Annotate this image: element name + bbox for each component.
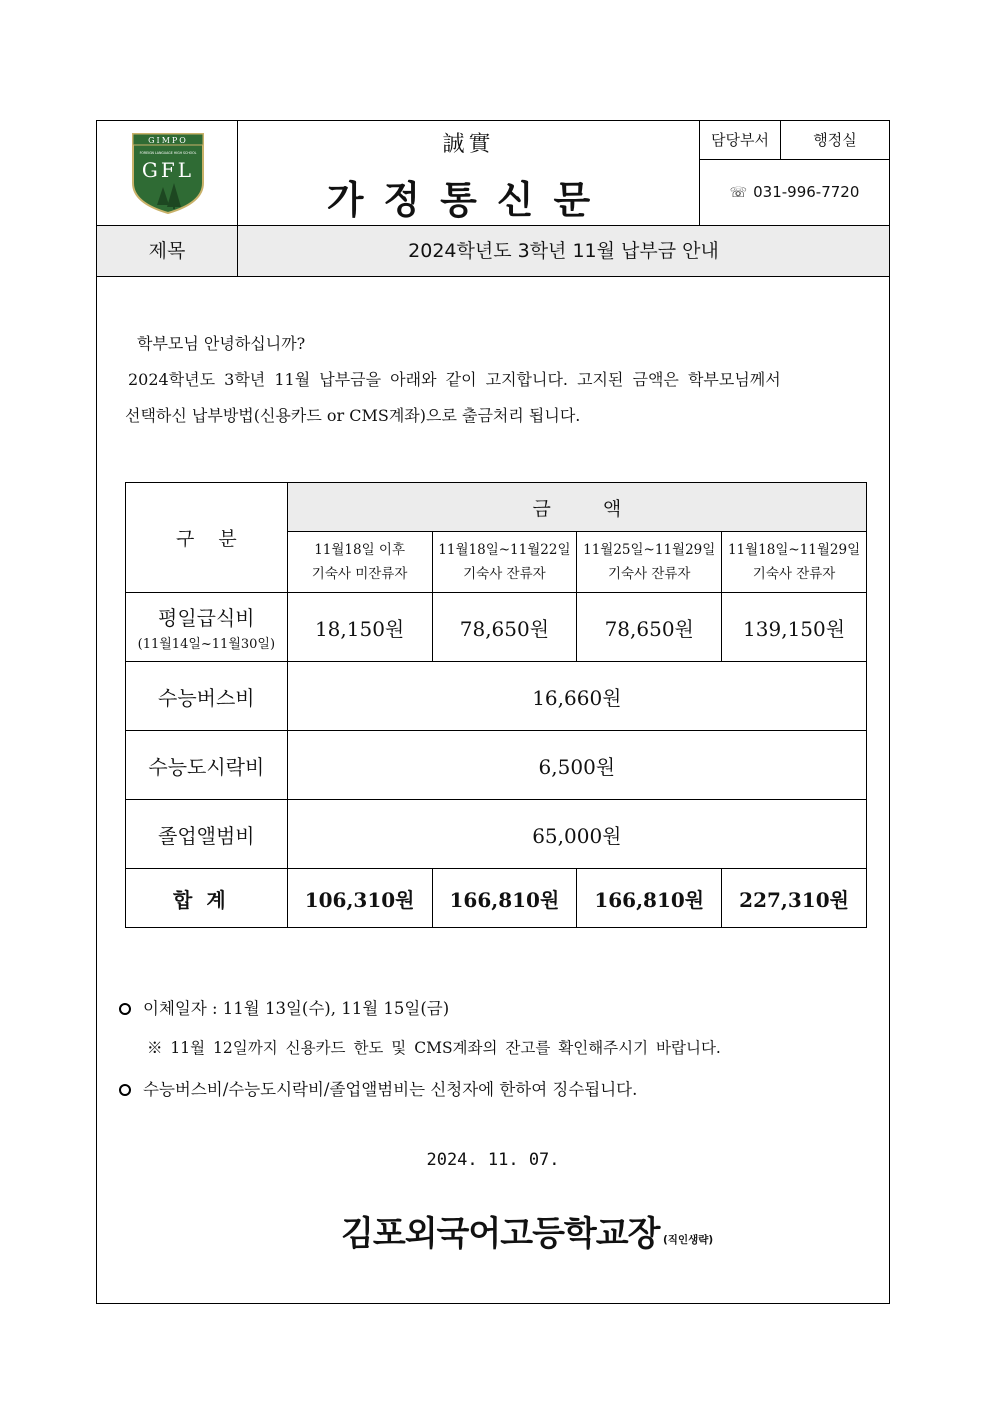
category-header: 구분 — [126, 483, 288, 593]
phone-number-row — [700, 160, 889, 225]
department-row — [700, 121, 889, 160]
total-value-1: 106,310원 — [287, 869, 432, 928]
table-row-album — [126, 800, 867, 869]
meal-fee-value-3: 78,650원 — [577, 593, 722, 662]
notice-text-line-1: 2024학년도 3학년 11월 납부금을 아래와 같이 고지합니다. 고지된 금액은 학부모님께서 — [128, 370, 781, 389]
applicants-note: 수능버스비/수능도시락비/졸업앨범비는 신청자에 한하여 징수됩니다. — [119, 1076, 637, 1100]
table-row-lunchbox — [126, 731, 867, 800]
meal-fee-value-1: 18,150원 — [287, 593, 432, 662]
meal-fee-value-4: 139,150원 — [722, 593, 867, 662]
newsletter-frame — [96, 120, 890, 1304]
circle-bullet-icon — [119, 1084, 131, 1096]
lunchbox-fee-value: 6,500원 — [287, 731, 866, 800]
phone-number: 031-996-7720 — [753, 183, 860, 201]
seal-omitted-note: (직인생략) — [663, 1234, 714, 1246]
subject-label: 제목 — [97, 226, 238, 277]
table-row-meal — [126, 593, 867, 662]
total-value-3: 166,810원 — [577, 869, 722, 928]
column-header-3: 11월25일~11월29일 기숙사 잔류자 — [577, 532, 722, 593]
total-value-4: 227,310원 — [722, 869, 867, 928]
fee-table — [125, 482, 867, 928]
bus-fee-value: 16,660원 — [287, 662, 866, 731]
department-value: 행정실 — [813, 131, 857, 149]
school-motto: 誠實 — [442, 132, 495, 157]
meal-fee-label: 평일급식비 (11월14일~11월30일) — [126, 593, 288, 662]
album-fee-value: 65,000원 — [287, 800, 866, 869]
phone-icon: ☏ — [729, 185, 748, 201]
balance-reminder-note: ※ 11월 12일까지 신용카드 한도 및 CMS계좌의 잔고를 확인해주시기 바랍니다. — [147, 1039, 721, 1057]
transfer-date-note: 이체일자 : 11월 13일(수), 11월 15일(금) — [119, 995, 449, 1019]
notice-text-line-2: 선택하신 납부방법(신용카드 or CMS계좌)으로 출금처리 됩니다. — [125, 406, 581, 425]
issue-date: 2024. 11. 07. — [426, 1150, 560, 1170]
column-header-4: 11월18일~11월29일 기숙사 잔류자 — [722, 532, 867, 593]
logo-ribbon-text: FOREIGN LANGUAGE HIGH SCHOOL — [139, 151, 197, 155]
lunchbox-fee-label: 수능도시락비 — [126, 731, 288, 800]
principal-signature: 김포외국어고등학교장 — [341, 1214, 660, 1254]
circle-bullet-icon — [119, 1003, 131, 1015]
table-row-total — [126, 869, 867, 928]
total-value-2: 166,810원 — [432, 869, 577, 928]
subject-title: 2024학년도 3학년 11월 납부금 안내 — [238, 226, 889, 277]
bus-fee-label: 수능버스비 — [126, 662, 288, 731]
department-label: 담당부서 — [700, 121, 781, 159]
logo-top-text: GIMPO — [148, 136, 188, 145]
contact-cell — [700, 121, 889, 226]
amount-header: 금액 — [287, 483, 866, 532]
school-logo-cell — [97, 121, 238, 226]
meal-fee-value-2: 78,650원 — [432, 593, 577, 662]
greeting-text: 학부모님 안녕하십니까? — [137, 334, 306, 353]
table-row-bus — [126, 662, 867, 731]
title-cell — [238, 121, 700, 226]
column-header-1: 11월18일 이후 기숙사 미잔류자 — [287, 532, 432, 593]
total-label: 합계 — [126, 869, 288, 928]
column-header-2: 11월18일~11월22일 기숙사 잔류자 — [432, 532, 577, 593]
school-logo — [97, 121, 238, 226]
table-header-row — [126, 483, 867, 532]
meal-fee-period: (11월14일~11월30일) — [137, 637, 276, 652]
newsletter-title: 가정통신문 — [326, 178, 611, 222]
logo-monogram: GFL — [141, 158, 195, 182]
album-fee-label: 졸업앨범비 — [126, 800, 288, 869]
